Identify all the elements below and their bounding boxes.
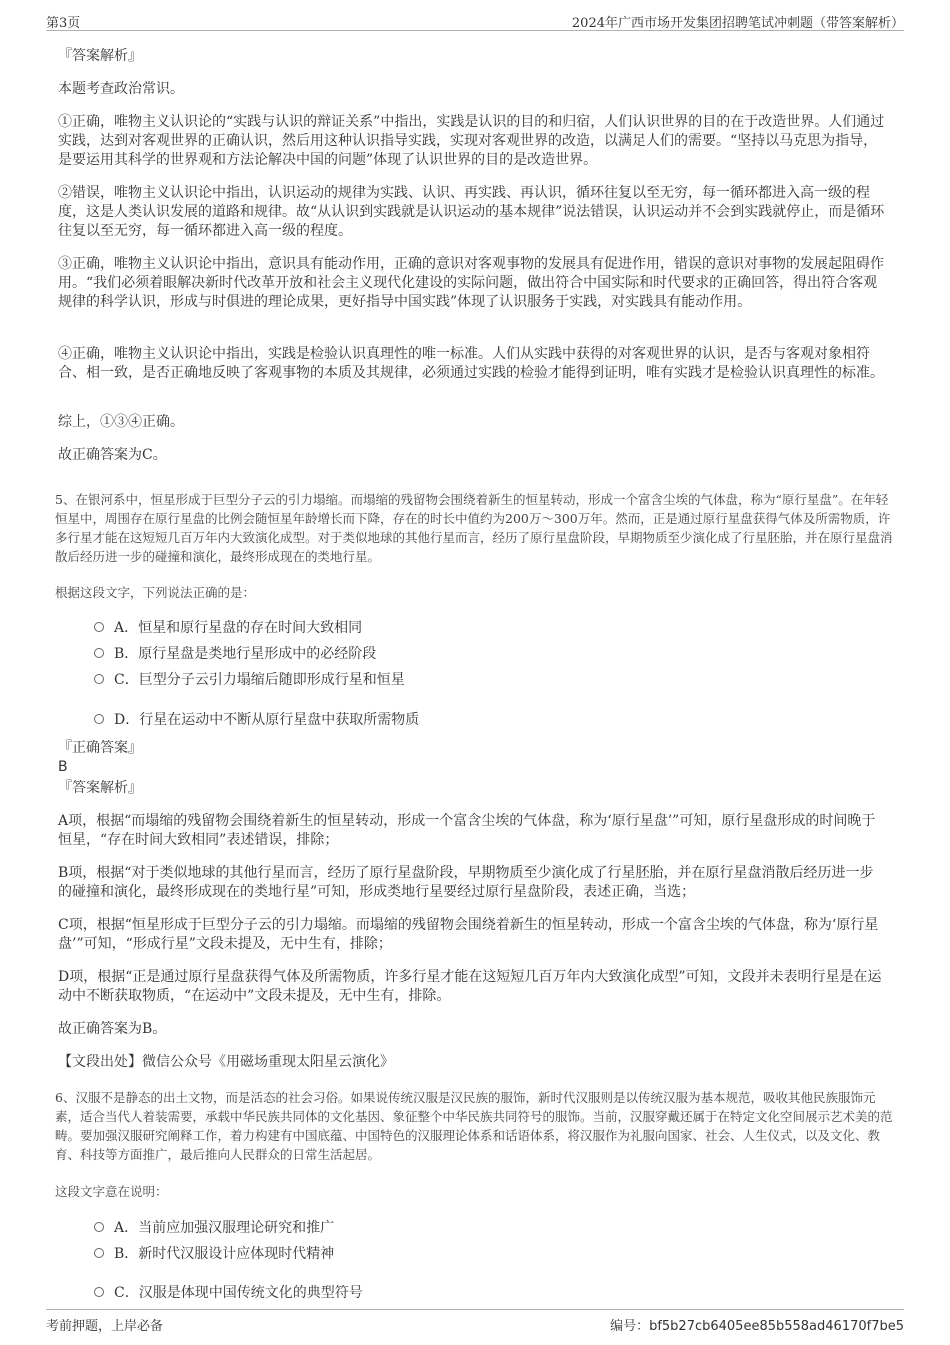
document-title: 2024年广西市场开发集团招聘笔试冲刺题（带答案解析）	[571, 16, 904, 31]
q5-option-a[interactable]: A．恒星和原行星盘的存在时间大致相同	[94, 618, 362, 638]
page-footer	[46, 1309, 904, 1334]
document-code: 编号：bf5b27cb6405ee85b558ad46170f7be5	[610, 1319, 904, 1334]
q6-option-c[interactable]: C．汉服是体现中国传统文化的典型符号	[94, 1283, 363, 1303]
radio-icon[interactable]	[94, 648, 104, 658]
q5-analysis-c: C项，根据“恒星形成于巨型分子云的引力塌缩。而塌缩的残留物会围绕着新生的恒星转动，形成一个富含尘埃的气体盘，称为‘原行星盘’”可知，“形成行星”文段未提及，无中生有，排除；	[58, 917, 879, 952]
q4-analysis-point-1: ①正确，唯物主义认识论的“实践与认识的辩证关系”中指出，实践是认识的目的和归宿，人们认识世界的目的在于改造世界。人们通过实践，达到对客观世界的正确认识，然后用这种认识指导实践，实现对客观世界的改造，以满足人们的需要。“坚持以马克思为指导，是要运用其科学的世界观和方法论解决中国的问题”体现了认识世界的目的是改造世界。	[58, 114, 885, 168]
q5-analysis-b: B项，根据“对于类似地球的其他行星而言，经历了原行星盘阶段，早期物质至少演化成了行星胚胎，并在原行星盘消散后经历进一步的碰撞和演化，最终形成现在的类地行星”可知，形成类地行星要经过原行星盘阶段，表述正确，当选；	[58, 865, 874, 900]
radio-icon[interactable]	[94, 1222, 104, 1232]
q4-analysis-point-4: ④正确，唯物主义认识论中指出，实践是检验认识真理性的唯一标准。人们从实践中获得的对客观世界的认识，是否与客观对象相符合、相一致，是否正确地反映了客观事物的本质及其规律，必须通过实践的检验才能得到证明，唯有实践才是检验认识真理性的标准。	[58, 346, 884, 381]
q4-analysis-point-3: ③正确，唯物主义认识论中指出，意识具有能动作用，正确的意识对客观事物的发展具有促进作用，错误的意识对事物的发展起阻碍作用。“我们必须着眼解决新时代改革开放和社会主义现代化建设的实际问题，做出符合中国实际和时代要求的正确回答，得出符合客观规律的科学认识，形成与时俱进的理论成果，更好指导中国实践”体现了认识服务于实践，对实践具有能动作用。	[58, 256, 884, 310]
footer-slogan: 考前押题，上岸必备	[46, 1319, 164, 1334]
q4-analysis-intro: 本题考查政治常识。	[58, 81, 184, 97]
q4-analysis-point-2: ②错误，唯物主义认识论中指出，认识运动的规律为实践、认识、再实践、再认识，循环往复以至无穷，每一循环都进入高一级的程度，这是人类认识发展的道路和规律。故“从认识到实践就是认识运动的基本规律”说法错误，认识运动并不会到实践就停止，而是循环往复以至无穷，每一循环都进入高一级的程度。	[58, 185, 885, 239]
q5-correct-answer: B	[58, 759, 68, 775]
q5-answer: 故正确答案为B。	[58, 1021, 167, 1037]
q5-option-c[interactable]: C．巨型分子云引力塌缩后随即形成行星和恒星	[94, 670, 405, 690]
q4-summary: 综上，①③④正确。	[58, 414, 184, 430]
q5-correct-label: 『正确答案』	[58, 740, 142, 756]
q5-option-d[interactable]: D．行星在运动中不断从原行星盘中获取所需物质	[94, 710, 419, 730]
radio-icon[interactable]	[94, 622, 104, 632]
radio-icon[interactable]	[94, 1248, 104, 1258]
q5-analysis-d: D项，根据“正是通过原行星盘获得气体及所需物质，许多行星才能在这短短几百万年内大致演化成型”可知，文段并未表明行星是在运动中不断获取物质，“在运动中”文段未提及，无中生有，排除。	[58, 969, 882, 1004]
radio-icon[interactable]	[94, 1287, 104, 1297]
page-header	[46, 8, 904, 31]
q6-stem: 6、汉服不是静态的出土文物，而是活态的社会习俗。如果说传统汉服是汉民族的服饰，新时代汉服则是以传统汉服为基本规范，吸收其他民族服饰元素，适合当代人着装需要，承载中华民族共同体的文化基因、象征整个中华民族共同符号的服饰。当前，汉服穿戴还属于在特定文化空间展示艺术美的范畴。要加强汉服研究阐释工作，着力构建有中国底蕴、中国特色的汉服理论体系和话语体系，将汉服作为礼服向国家、社会、人生仪式，以及文化、教育、科技等方面推广，最后推向人民群众的日常生活起居。	[55, 1090, 893, 1162]
q4-analysis-label: 『答案解析』	[58, 48, 142, 64]
q5-stem: 5、在银河系中，恒星形成于巨型分子云的引力塌缩。而塌缩的残留物会围绕着新生的恒星转动，形成一个富含尘埃的气体盘，称为“原行星盘”。在年轻恒星中，周围存在原行星盘的比例会随恒星年龄增长而下降，存在的时长中值约为200万～300万年。然而，正是通过原行星盘获得气体及所需物质，许多行星才能在这短短几百万年内大致演化成型。对于类似地球的其他行星而言，经历了原行星盘阶段，早期物质至少演化成了行星胚胎，并在原行星盘消散后经历进一步的碰撞和演化，最终形成现在的类地行星。	[55, 492, 893, 564]
q5-question: 根据这段文字，下列说法正确的是：	[55, 585, 256, 600]
q4-answer: 故正确答案为C。	[58, 447, 167, 463]
q5-analysis-label: 『答案解析』	[58, 780, 142, 796]
q5-analysis-a: A项，根据“而塌缩的残留物会围绕着新生的恒星转动，形成一个富含尘埃的气体盘，称为‘原行星盘’”可知，原行星盘形成的时间晚于恒星，“存在时间大致相同”表述错误，排除；	[58, 813, 876, 848]
q5-option-b[interactable]: B．原行星盘是类地行星形成中的必经阶段	[94, 644, 376, 664]
q5-source: 【文段出处】微信公众号《用磁场重现太阳星云演化》	[58, 1054, 394, 1070]
q6-option-a[interactable]: A．当前应加强汉服理论研究和推广	[94, 1218, 334, 1238]
radio-icon[interactable]	[94, 674, 104, 684]
page-number: 第3页	[46, 16, 81, 31]
radio-icon[interactable]	[94, 714, 104, 724]
q6-question: 这段文字意在说明：	[55, 1184, 168, 1199]
q6-option-b[interactable]: B．新时代汉服设计应体现时代精神	[94, 1244, 334, 1264]
